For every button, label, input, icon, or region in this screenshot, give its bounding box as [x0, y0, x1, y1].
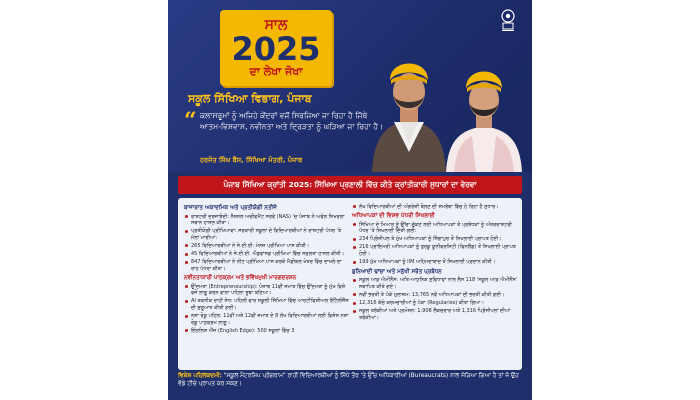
list-item-text: 199 ਮੁੱਖ ਅਧਿਆਪਕਾਂ ਨੂੰ IIM ਅਹਿਮਦਾਬਾਦ ਤੋਂ ਸਿਖਲਾਈ ਪ੍ਰਦਾਨ ਕੀਤੀ।	[359, 259, 496, 266]
list-item	[352, 259, 518, 266]
bullet-icon	[185, 253, 188, 256]
list-item	[184, 284, 350, 297]
list-item-text: ਨਸ਼ਾ ਰੋਕੂ ਪਹਿਲ: 11ਵੀਂ ਅਤੇ 12ਵੀਂ ਜਮਾਤ ਦੇ 8 ਲੱਖ ਵਿਦਿਆਰਥੀਆਂ ਲਈ ਵਿਸ਼ੇਸ਼ ਨਸ਼ਾ ਰੋਕੂ ਪਾਠਕ੍ਰਮ ਲਾਗੂ।	[191, 313, 349, 326]
badge-top-text: ਸਾਲ	[264, 17, 288, 33]
bullet-icon	[353, 310, 356, 313]
list-item	[352, 277, 518, 290]
bullet-icon	[353, 205, 356, 208]
list-item	[352, 236, 518, 243]
year-badge	[220, 10, 332, 86]
bullet-icon	[353, 261, 356, 264]
list-item	[352, 300, 518, 307]
poster	[168, 0, 532, 400]
section-heading: ਬੁਨਿਆਦੀ ਢਾਂਚਾ ਅਤੇ ਮਨੁੱਖੀ ਸਰੋਤ ਪ੍ਰਬੰਧਨ	[352, 268, 442, 275]
bullet-icon	[353, 246, 356, 249]
bullet-icon	[185, 315, 188, 318]
list-item	[352, 308, 518, 321]
list-item-text: ਸਕੂਲ ਤਰੱਕੀਆਂ ਅਤੇ ਪ੍ਰਮੋਸ਼ਨ: 1,908 ਲੈਕਚਰਾਰ ਅਤੇ 1,316 ਪ੍ਰਿੰਸੀਪਲਾਂ ਦੀਆਂ ਤਰੱਕੀਆਂ।	[359, 308, 511, 321]
footer-label: ਵਿਸ਼ੇਸ਼ ਪਹਿਲਕਦਮੀ:	[178, 373, 222, 379]
bullet-icon	[185, 261, 188, 264]
reforms-banner	[178, 176, 522, 194]
list-item-text: AI ਤਕਨੀਕ ਰਾਹੀਂ ਸੇਧ: ਪਹਿਲੀ ਵਾਰ ਸਕੂਲੀ ਸਿੱਖਿਆ ਵਿੱਚ ਆਰਟੀਫਿਸ਼ੀਅਲ ਇੰਟੈਲੀਜੈਂਸ ਦੀ ਸ਼ੁਰੂਆਤ ਕੀਤੀ ਗਈ।	[191, 298, 349, 312]
bullet-icon	[353, 238, 356, 241]
list-item-text: ਸਿੱਖਿਆ ਦੇ ਮਿਆਰ ਨੂੰ ਉੱਚਾ ਚੁੱਕਣ ਲਈ ਅਧਿਆਪਕਾਂ ਤੇ ਪ੍ਰਬੰਧਕਾਂ ਨੂੰ ਅੰਤਰਰਾਸ਼ਟਰੀ ਪੱਧਰ 'ਤੇ ਸਿਖਲਾਈ ਦਿੱਤੀ ਗਈ:	[359, 221, 512, 235]
bullet-icon	[185, 329, 188, 332]
hero-section	[168, 0, 532, 172]
reforms-panel	[178, 198, 522, 370]
bullet-icon	[185, 244, 188, 247]
bullet-icon	[353, 279, 356, 282]
minister-quote: ਕਲਾਸਰੂਮਾਂ ਨੂੰ ਅਜਿਹੇ ਕੇਂਦਰਾਂ ਵਜੋਂ ਸਿਰਜਿਆ ਜਾ ਰਿਹਾ ਹੈ ਜਿੱਥੇ ਆਤਮ-ਵਿਸ਼ਵਾਸ, ਨਵੀਨਤਾ ਅਤੇ ਦ੍ਰਿੜਤਾ ਨੂੰ ਘੜਿਆ ਜਾ ਰਿਹਾ ਹੈ।	[200, 111, 384, 131]
list-item-text: 45 ਵਿਦਿਆਰਥੀਆਂ ਨੇ ਜੇ.ਈ.ਈ. ਐਡਵਾਂਸਡ ਪ੍ਰੀਖਿਆ ਵਿੱਚ ਸਫ਼ਲਤਾ ਹਾਸਲ ਕੀਤੀ।	[191, 250, 345, 257]
bullet-icon	[353, 302, 356, 305]
bullet-icon	[353, 223, 356, 226]
bullet-icon	[185, 215, 188, 218]
list-item	[184, 228, 350, 241]
list-item-text: 216 ਪ੍ਰਾਇਮਰੀ ਅਧਿਆਪਕਾਂ ਨੂੰ ਤੁਰਕੂ ਯੂਨੀਵਰਸਿਟੀ (ਫਿਨਲੈਂਡ) ਤੋਂ ਸਿਖਲਾਈ ਪ੍ਰਾਪਤ ਹੋਈ।	[359, 244, 517, 257]
list-item-text: ਲੱਖ ਵਿਦਿਆਰਥੀਆਂ ਦੀ ਅੰਗਰੇਜ਼ੀ ਬੋਲਣ ਦੀ ਸਮਰੱਥਾ ਵਿੱਚ ਹੋ ਰਿਹਾ ਹੈ ਸੁਧਾਰ।	[359, 203, 499, 210]
bullet-icon	[185, 300, 188, 303]
list-item	[184, 298, 350, 311]
footer-body: "ਸਕੂਲ ਮੈਂਟਰਸ਼ਿਪ ਪ੍ਰੋਗਰਾਮ" ਰਾਹੀਂ ਵਿਦਿਆਰਥੀਆਂ ਨੂੰ ਸਿੱਧੇ ਤੌਰ 'ਤੇ ਉੱਚ ਅਧਿਕਾਰੀਆਂ (Bureaucrats) ਨਾਲ ਜੋੜਿਆ ਗਿਆ ਹੈ ਤਾਂ ਜੋ ਉਹ ਵੱਡੇ ਟੀਚੇ ਪ੍ਰਾਪਤ ਕਰ ਸਕਣ।	[178, 373, 519, 387]
banner-text: ਪੰਜਾਬ ਸਿੱਖਿਆ ਕ੍ਰਾਂਤੀ 2025: ਸਿੱਖਿਆ ਪ੍ਰਣਾਲੀ ਵਿੱਚ ਕੀਤੇ ਕ੍ਰਾਂਤੀਕਾਰੀ ਸੁਧਾਰਾਂ ਦਾ ਵੇਰਵਾ	[223, 180, 477, 189]
quote-open-icon: “	[184, 108, 197, 134]
list-item	[184, 251, 350, 258]
section-heading: ਨਵੀਨਤਾਕਾਰੀ ਪਾਠਕ੍ਰਮ ਅਤੇ ਭਵਿੱਖਮੁਖੀ ਮਾਰਗਦਰਸ਼ਨ	[184, 275, 297, 282]
list-item-text: ਰਾਸ਼ਟਰੀ ਦਰਜਾਬੰਦੀ: ਨੈਸ਼ਨਲ ਅਚੀਵਮੈਂਟ ਸਰਵੇ (NAS) 'ਚ ਪੰਜਾਬ ਨੇ ਅਵੱਲ ਸਿਖਰਲਾ ਸਥਾਨ ਹਾਸਲ ਕੀਤਾ।	[191, 213, 345, 227]
list-item	[184, 214, 350, 227]
list-item-text: ਉੱਦਮਤਾ (Entrepreneurship): ਪੰਜਾਬ 11ਵੀਂ ਜਮਾਤ ਵਿੱਚ ਉੱਦਮਤਾ ਨੂੰ ਮੁੱਖ ਵਿਸ਼ੇ ਵਜੋਂ ਲਾਗੂ ਕਰਨ ਵਾਲਾ ਪਹਿਲਾ ਸੂਬਾ ਬਣਿਆ।	[191, 283, 346, 297]
bullet-icon	[353, 293, 356, 296]
list-item	[184, 259, 350, 272]
list-item-text: 847 ਵਿਦਿਆਰਥੀਆਂ ਨੇ ਨੀਟ ਪ੍ਰੀਖਿਆ ਪਾਸ ਕਰਕੇ ਮੈਡੀਕਲ ਖੇਤਰ ਵਿੱਚ ਦਾਖਲੇ ਦਾ ਰਾਹ ਪੱਧਰਾ ਕੀਤਾ।	[191, 259, 342, 272]
list-item	[352, 204, 518, 211]
left-column	[184, 202, 350, 334]
list-item	[352, 222, 518, 235]
list-item	[352, 292, 518, 299]
quote-author: ਹਰਜੋਤ ਸਿੰਘ ਬੈਂਸ, ਸਿੱਖਿਆ ਮੰਤਰੀ, ਪੰਜਾਬ	[200, 156, 303, 164]
right-column	[352, 202, 518, 321]
section-heading: ਬਾਜਾਰਾਤ ਅਕਾਦਮਿਕ ਅਤੇ ਪ੍ਰਤੀਯੋਗੀ ਨਤੀਜੇ	[184, 205, 277, 211]
state-emblem-icon	[498, 8, 518, 32]
bullet-icon	[185, 230, 188, 233]
list-item-text: ਪ੍ਰਤੀਯੋਗੀ ਪ੍ਰੀਖਿਆਵਾਂ: ਸਰਕਾਰੀ ਸਕੂਲਾਂ ਦੇ ਵਿਦਿਆਰਥੀਆਂ ਨੇ ਰਾਸ਼ਟਰੀ ਪੱਧਰ 'ਤੇ ਮੱਲਾਂ ਮਾਰੀਆਂ:	[191, 228, 342, 241]
badge-year: 2025	[231, 30, 321, 68]
list-item	[184, 328, 350, 335]
list-item-text: ਨਵੀਂ ਭਰਤੀ ਤੇ ਪੱਕੇ ਮੁਲਾਜ਼ਮ: 13,765 ਨਵੇਂ ਅਧਿਆਪਕਾਂ ਦੀ ਭਰਤੀ ਕੀਤੀ ਗਈ।	[359, 291, 505, 298]
minister-portrait-2	[440, 52, 528, 172]
list-item-text: ਸਕੂਲ ਆਫ਼ ਐਮੀਨੈਂਸ: ਅਤਿ-ਆਧੁਨਿਕ ਸੁਵਿਧਾਵਾਂ ਨਾਲ ਲੈਸ 118 'ਸਕੂਲ ਆਫ਼ ਐਮੀਨੈਂਸ' ਸਥਾਪਿਤ ਕੀਤੇ ਗਏ।	[359, 277, 518, 290]
bullet-icon	[185, 285, 188, 288]
list-item-text: 265 ਵਿਦਿਆਰਥੀਆਂ ਨੇ ਜੇ.ਈ.ਈ. ਮੇਨਜ਼ ਪ੍ਰੀਖਿਆ ਪਾਸ ਕੀਤੀ।	[191, 242, 310, 249]
section-heading: ਅਧਿਆਪਕਾਂ ਦੀ ਵਿਸ਼ਵ ਪੱਧਰੀ ਸਿਖਲਾਈ	[352, 213, 435, 220]
list-item	[184, 243, 350, 250]
list-item	[184, 313, 350, 326]
special-initiative-footer	[178, 372, 522, 398]
list-item-text: 12,316 ਕੱਚੇ ਕਰਮਚਾਰੀਆਂ ਨੂੰ ਪੱਕਾ (Regularise) ਕੀਤਾ ਗਿਆ।	[359, 299, 484, 306]
list-item-text: ਇੰਗਲਿਸ਼ ਐੱਜ (English Edge): 500 ਸਕੂਲਾਂ ਵਿੱਚ 3	[191, 327, 295, 334]
footer-text	[178, 372, 522, 388]
list-item	[352, 244, 518, 257]
department-title: ਸਕੂਲ ਸਿੱਖਿਆ ਵਿਭਾਗ, ਪੰਜਾਬ	[188, 92, 312, 105]
list-item-text: 234 ਪ੍ਰਿੰਸੀਪਲ ਤੇ ਮੁੱਖ ਅਧਿਆਪਕਾਂ ਨੂੰ ਸਿੰਗਾਪੁਰ ਤੋਂ ਸਿਖਲਾਈ ਪ੍ਰਾਪਤ ਹੋਈ।	[359, 236, 502, 243]
badge-bottom-text: ਦਾ ਲੇਖਾ ਜੋਖਾ	[249, 65, 303, 78]
